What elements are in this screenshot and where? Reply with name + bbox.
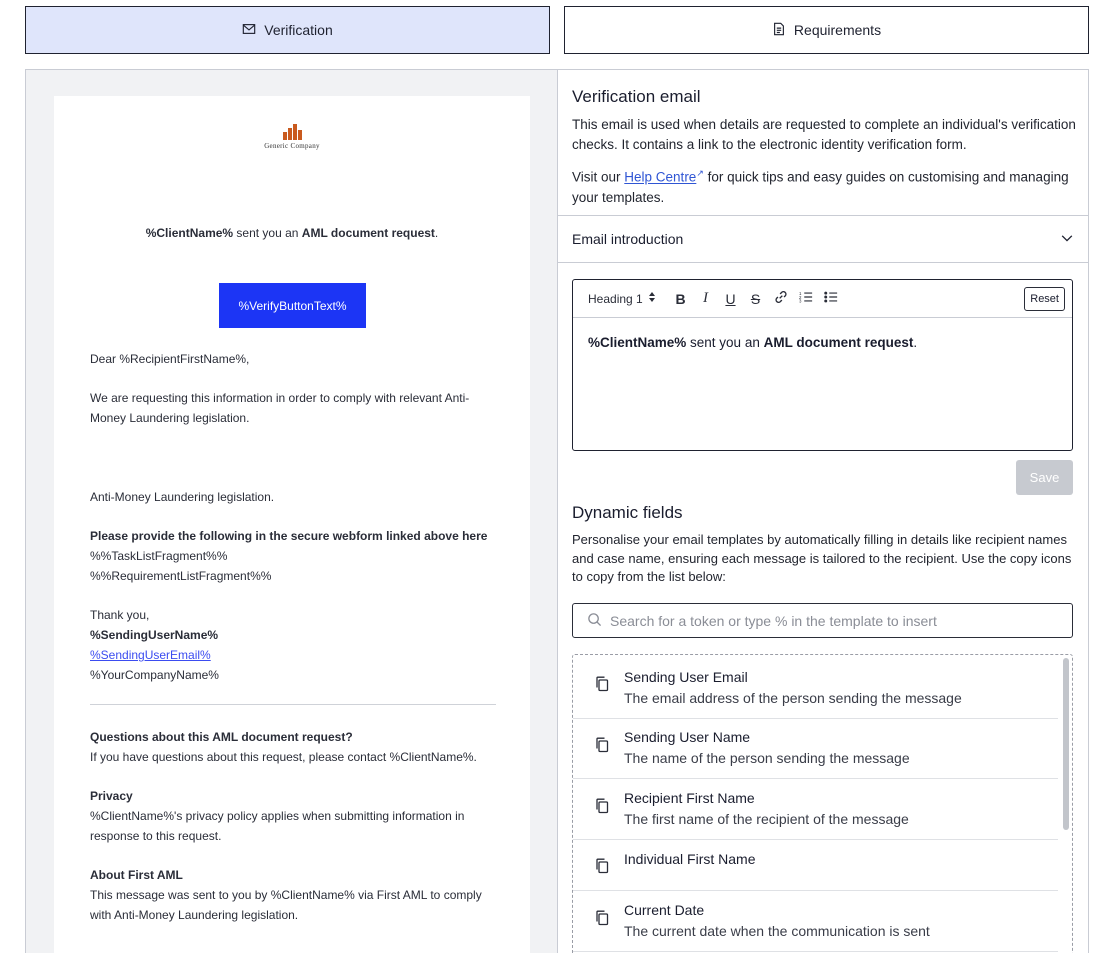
- copy-icon[interactable]: [595, 858, 609, 874]
- token-description: The name of the person sending the message: [624, 750, 910, 766]
- save-button[interactable]: Save: [1016, 460, 1073, 495]
- greeting: Dear %RecipientFirstName%,: [90, 352, 250, 366]
- copy-icon[interactable]: [595, 737, 609, 753]
- strikethrough-icon: S: [750, 290, 761, 307]
- editor-toolbar: [573, 280, 1072, 318]
- ordered-list-icon: [799, 290, 813, 307]
- email-body: [90, 349, 500, 944]
- token-list-scrollbar[interactable]: [1063, 658, 1069, 830]
- search-placeholder: Search for a token or type % in the template to insert: [610, 612, 937, 629]
- dynamic-fields-title: Dynamic fields: [572, 503, 683, 522]
- tab-verification[interactable]: [25, 6, 550, 54]
- rich-text-editor: [572, 279, 1073, 451]
- email-preview-card: [54, 96, 530, 953]
- ordered-list-button[interactable]: [793, 289, 818, 309]
- link-icon: [774, 290, 788, 307]
- external-link-icon: ↗: [696, 168, 704, 178]
- svg-text:3: 3: [798, 298, 801, 304]
- intro-line: %ClientName% sent you an AML document request.: [145, 226, 439, 240]
- dynamic-fields-description: Personalise your email templates by automatically filling in details like recipient names and case name, ensuring each message is tailored to the recipient. Use the copy icons to copy from the list below:: [572, 532, 1072, 584]
- token-name: Sending User Email: [624, 669, 748, 685]
- token-name: Individual First Name: [624, 851, 756, 867]
- help-centre-link[interactable]: Help Centre: [624, 169, 697, 185]
- questions-section: Questions about this AML document request? If you have questions about this request, please contact %ClientName%.: [90, 730, 477, 764]
- email-preview-pane: [26, 70, 558, 953]
- company-logo: [54, 124, 530, 150]
- token-name: Recipient First Name: [624, 790, 755, 806]
- token-name: Sending User Name: [624, 729, 751, 745]
- heading-select[interactable]: Heading 1: [588, 291, 668, 306]
- reset-button[interactable]: Reset: [1024, 287, 1065, 311]
- logo-mark-icon: [283, 124, 302, 140]
- svg-text:1: 1: [798, 290, 801, 296]
- paragraph-2: Anti-Money Laundering legislation.: [90, 490, 275, 504]
- underline-icon: U: [725, 290, 736, 307]
- token-list: [572, 654, 1073, 953]
- copy-icon[interactable]: [595, 798, 609, 814]
- token-name: Current Date: [624, 902, 705, 918]
- token-description: The first name of the recipient of the message: [624, 811, 909, 827]
- copy-icon[interactable]: [595, 910, 609, 926]
- editor-content[interactable]: %ClientName% sent you an AML document request.: [588, 335, 918, 350]
- token-search-input[interactable]: [572, 603, 1073, 638]
- accordion-label: Email introduction: [572, 231, 684, 247]
- settings-pane: [558, 70, 1088, 953]
- sending-user-email-link[interactable]: %SendingUserEmail%: [90, 648, 211, 662]
- tab-label: Requirements: [793, 22, 882, 38]
- help-text: Visit our Help Centre↗ for quick tips and easy guides on customising and managing your templates.: [572, 168, 1069, 205]
- chevron-down-icon: [1060, 231, 1074, 248]
- email-introduction-accordion[interactable]: [558, 216, 1088, 263]
- document-icon: [772, 22, 786, 39]
- token-description: The email address of the person sending the message: [624, 690, 962, 706]
- search-icon: [587, 612, 602, 630]
- italic-button[interactable]: [693, 289, 718, 309]
- privacy-section: Privacy %ClientName%'s privacy policy applies when submitting information in response to this request.: [90, 789, 465, 843]
- about-section: About First AML This message was sent to you by %ClientName% via First AML to comply with Anti-Money Laundering legislation.: [90, 868, 482, 922]
- provide-section: Please provide the following in the secure webform linked above here %%TaskListFragment%% %%RequirementListFragment%%: [90, 529, 488, 583]
- section-title: Verification email: [572, 87, 701, 106]
- bullet-list-icon: [824, 290, 838, 307]
- italic-icon: I: [703, 290, 708, 306]
- link-button[interactable]: [768, 289, 793, 309]
- tab-label: Verification: [264, 22, 333, 38]
- list-item[interactable]: [573, 779, 1058, 840]
- updown-icon: [648, 291, 656, 306]
- list-item[interactable]: [573, 840, 1058, 891]
- tab-bar: [25, 6, 1089, 54]
- mail-icon: [242, 22, 256, 39]
- tab-requirements[interactable]: [564, 6, 1089, 54]
- paragraph-1: We are requesting this information in order to comply with relevant Anti-Money Laundering legislation.: [90, 391, 470, 425]
- logo-text: Generic Company: [264, 142, 320, 150]
- divider: [90, 704, 496, 705]
- section-description: This email is used when details are requested to complete an individual's verification checks. It contains a link to the electronic identity verification form.: [572, 117, 1076, 152]
- strikethrough-button[interactable]: [743, 289, 768, 309]
- bold-button[interactable]: [668, 289, 693, 309]
- token-description: The current date when the communication is sent: [624, 923, 930, 939]
- bullet-list-button[interactable]: [818, 289, 843, 309]
- bold-icon: B: [675, 290, 686, 307]
- underline-button[interactable]: [718, 289, 743, 309]
- signature: Thank you, %SendingUserName% %SendingUserEmail% %YourCompanyName%: [90, 608, 219, 682]
- verify-button[interactable]: %VerifyButtonText%: [219, 283, 366, 328]
- copy-icon[interactable]: [595, 676, 609, 692]
- list-item[interactable]: [573, 891, 1058, 952]
- list-item[interactable]: [573, 719, 1058, 779]
- main-panel: [25, 69, 1089, 953]
- list-item[interactable]: [573, 655, 1058, 719]
- svg-text:2: 2: [798, 294, 801, 300]
